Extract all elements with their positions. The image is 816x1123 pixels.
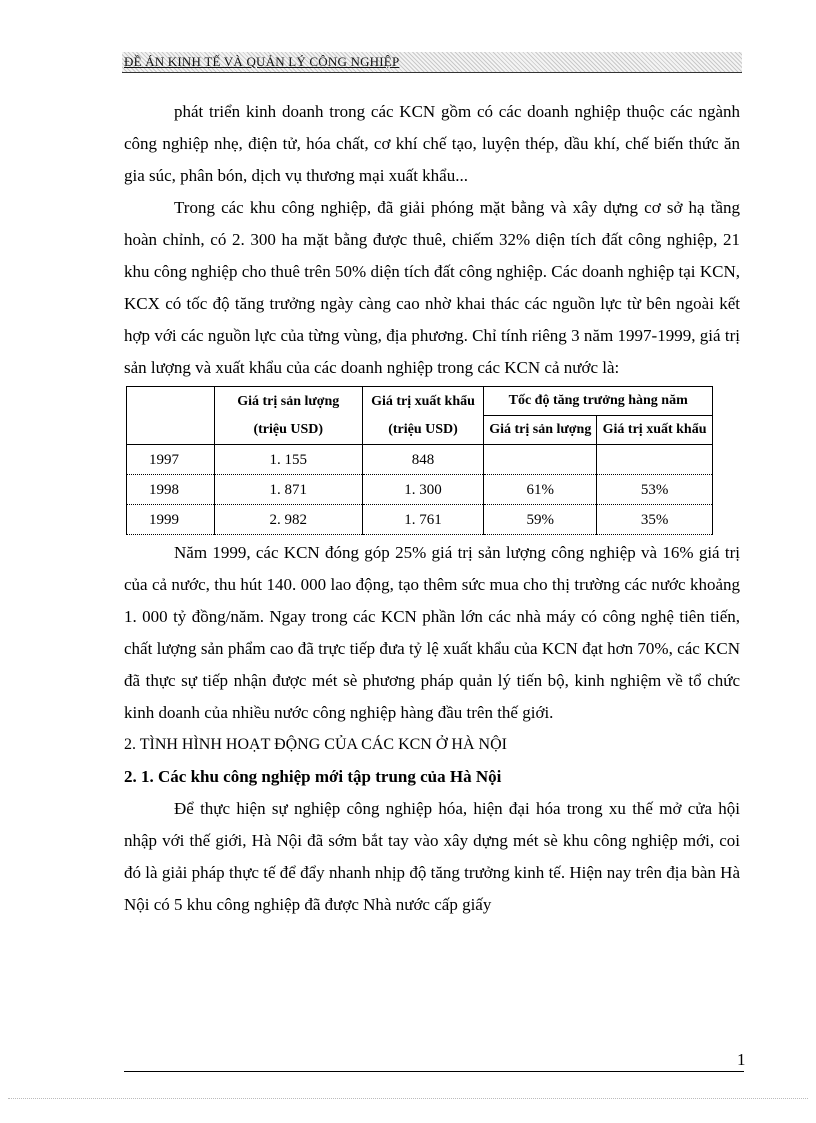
- sub-export-header: Giá trị xuất khẩu: [597, 416, 713, 445]
- table-header-row: [127, 387, 713, 416]
- page-boundary: [8, 1098, 808, 1099]
- cell-output: 2. 982: [214, 505, 362, 535]
- cell-growth-output: 59%: [484, 505, 597, 535]
- cell-export: 848: [362, 445, 484, 475]
- col-growth-header: Tốc độ tăng trưởng hàng năm: [484, 387, 713, 416]
- statistics-table: [126, 386, 713, 535]
- page-header: [122, 52, 742, 73]
- paragraph-2: Trong các khu công nghiệp, đã giải phóng mặt bằng và xây dựng cơ sở hạ tầng hoàn chỉnh, có 2. 300 ha mặt bằng được thuê, chiếm 32% diện tích đất công nghiệp, 21 khu công nghiệp cho thuê trên 50% diện tích đất công nghiệp. Các doanh nghiệp tại KCN, KCX có tốc độ tăng trưởng ngày càng cao nhờ khai thác các nguồn lực từ bên ngoài kết hợp với các nguồn lực của từng vùng, địa phương. Chỉ tính riêng 3 năm 1997-1999, giá trị sản lượng và xuất khẩu của các doanh nghiệp trong các KCN cả nước là:: [124, 198, 740, 377]
- sub-output-header: Giá trị sản lượng: [484, 416, 597, 445]
- cell-growth-output: [484, 445, 597, 475]
- cell-year: 1999: [127, 505, 215, 535]
- col-export-header: Giá trị xuất khẩu (triệu USD): [362, 387, 484, 445]
- paragraph-3: Năm 1999, các KCN đóng góp 25% giá trị sản lượng công nghiệp và 16% giá trị của cả nước, thu hút 140. 000 lao động, tạo thêm sức mua cho thị trường các nước khoảng 1. 000 tỷ đồng/năm. Ngay trong các KCN phần lớn các nhà máy có công nghệ tiên tiến, chất lượng sản phẩm cao đã trực tiếp đưa tỷ lệ xuất khẩu của KCN đạt hơn 70%, các KCN đã thực sự tiếp nhận được mét sè phương pháp quản lý tiến bộ, kinh nghiệm về tổ chức kinh doanh của nhiều nước công nghiệp hàng đầu trên thế giới.: [124, 543, 740, 722]
- table-row: [127, 475, 713, 505]
- cell-output: 1. 871: [214, 475, 362, 505]
- table-row: [127, 445, 713, 475]
- table-row: [127, 505, 713, 535]
- cell-year: 1998: [127, 475, 215, 505]
- subsection-heading: 2. 1. Các khu công nghiệp mới tập trung của Hà Nội: [124, 767, 502, 786]
- cell-growth-export: [597, 445, 713, 475]
- paragraph-1: phát triển kinh doanh trong các KCN gồm có các doanh nghiệp thuộc các ngành công nghiệp nhẹ, điện tử, hóa chất, cơ khí chế tạo, luyện thép, dầu khí, chế biến thức ăn gia súc, phân bón, dịch vụ thương mại xuất khẩu...: [124, 102, 740, 185]
- paragraph-4: Để thực hiện sự nghiệp công nghiệp hóa, hiện đại hóa trong xu thế mở cửa hội nhập với thế giới, Hà Nội đã sớm bắt tay vào xây dựng mét sè khu công nghiệp mới, coi đó là giải pháp thực tế để đẩy nhanh nhịp độ tăng trưởng kinh tế. Hiện nay trên địa bàn Hà Nội có 5 khu công nghiệp đã được Nhà nước cấp giấy: [124, 799, 740, 914]
- cell-output: 1. 155: [214, 445, 362, 475]
- cell-export: 1. 300: [362, 475, 484, 505]
- footer-rule: [124, 1071, 744, 1072]
- col-output-header: Giá trị sản lượng (triệu USD): [214, 387, 362, 445]
- cell-growth-export: 35%: [597, 505, 713, 535]
- document-body: [124, 96, 740, 921]
- cell-growth-output: 61%: [484, 475, 597, 505]
- page-number: 1: [737, 1050, 746, 1069]
- cell-export: 1. 761: [362, 505, 484, 535]
- cell-year: 1997: [127, 445, 215, 475]
- cell-growth-export: 53%: [597, 475, 713, 505]
- table-corner-cell: [127, 387, 215, 445]
- header-title: ĐỀ ÁN KINH TẾ VÀ QUẢN LÝ CÔNG NGHIỆP: [124, 54, 400, 69]
- section-heading: 2. TÌNH HÌNH HOẠT ĐỘNG CỦA CÁC KCN Ở HÀ NỘI: [124, 736, 507, 753]
